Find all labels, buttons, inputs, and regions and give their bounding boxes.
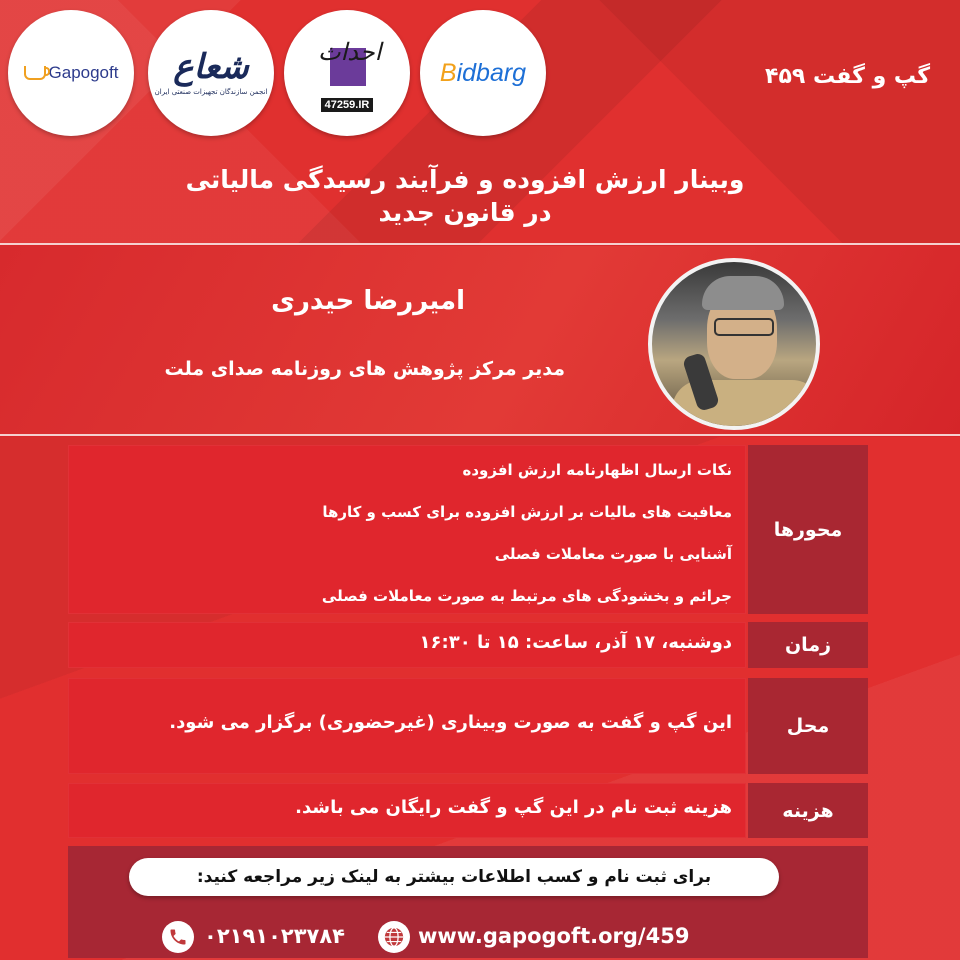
place-value: این گپ و گفت به صورت وبیناری (غیرحضوری) برگزار می شود. xyxy=(169,712,732,733)
topic-item: نکات ارسال اظهارنامه ارزش افزوده xyxy=(462,461,732,479)
globe-icon xyxy=(378,921,410,953)
phone-icon xyxy=(162,921,194,953)
speaker-photo xyxy=(648,258,820,430)
topic-item: معافیت های مالیات بر ارزش افزوده برای کسب و کارها xyxy=(322,503,732,521)
bidbarg-logo-text: idbarg xyxy=(456,58,527,87)
topics-label: محورها xyxy=(748,445,868,614)
time-value: دوشنبه، ۱۷ آذر، ساعت: ۱۵ تا ۱۶:۳۰ xyxy=(419,632,732,653)
gapogoft-logo-text: Gapogoft xyxy=(48,63,119,82)
cost-row xyxy=(68,783,868,838)
website-link[interactable]: www.gapogoft.org/459 xyxy=(418,924,690,948)
speaker-role: مدیر مرکز پژوهش های روزنامه صدای ملت xyxy=(164,358,565,380)
topic-item: آشنایی با صورت معاملات فصلی xyxy=(494,545,732,563)
ehdas-logo-word: احداث xyxy=(318,38,382,66)
speaker-name: امیررضا حیدری xyxy=(271,286,465,316)
place-label: محل xyxy=(748,678,868,774)
time-label: زمان xyxy=(748,622,868,668)
phone-number[interactable]: ۰۲۱۹۱۰۲۳۷۸۴ xyxy=(204,924,345,948)
ehdas-logo-site: 47259.IR xyxy=(321,98,374,112)
register-text: برای ثبت نام و کسب اطلاعات بیشتر به لینک زیر مراجعه کنید: xyxy=(196,867,712,887)
cost-label: هزینه xyxy=(748,783,868,838)
topics-row xyxy=(68,445,868,614)
time-row xyxy=(68,622,868,668)
topic-item: جرائم و بخشودگی های مرتبط به صورت معاملات فصلی xyxy=(321,587,732,605)
cup-icon xyxy=(24,66,46,80)
gapogoft-logo xyxy=(8,10,134,136)
shoa-logo xyxy=(148,10,274,136)
bidbarg-logo-b: B xyxy=(439,58,457,87)
cost-value: هزینه ثبت نام در این گپ و گفت رایگان می باشد. xyxy=(295,797,732,818)
shoa-logo-subtitle: انجمن سازندگان تجهیزات صنعتی ایران xyxy=(154,88,268,96)
divider-top xyxy=(0,243,960,245)
bidbarg-logo xyxy=(420,10,546,136)
topics-list xyxy=(322,455,732,623)
talk-number: گپ و گفت ۴۵۹ xyxy=(765,64,930,89)
register-banner xyxy=(129,858,779,896)
place-row xyxy=(68,678,868,774)
divider-bottom xyxy=(0,434,960,436)
webinar-title-line2: در قانون جدید xyxy=(378,198,552,227)
shoa-logo-mark: شعاع xyxy=(173,47,249,87)
ehdas-logo xyxy=(284,10,410,136)
webinar-title-line1: وبینار ارزش افزوده و فرآیند رسیدگی مالیاتی xyxy=(185,165,745,194)
